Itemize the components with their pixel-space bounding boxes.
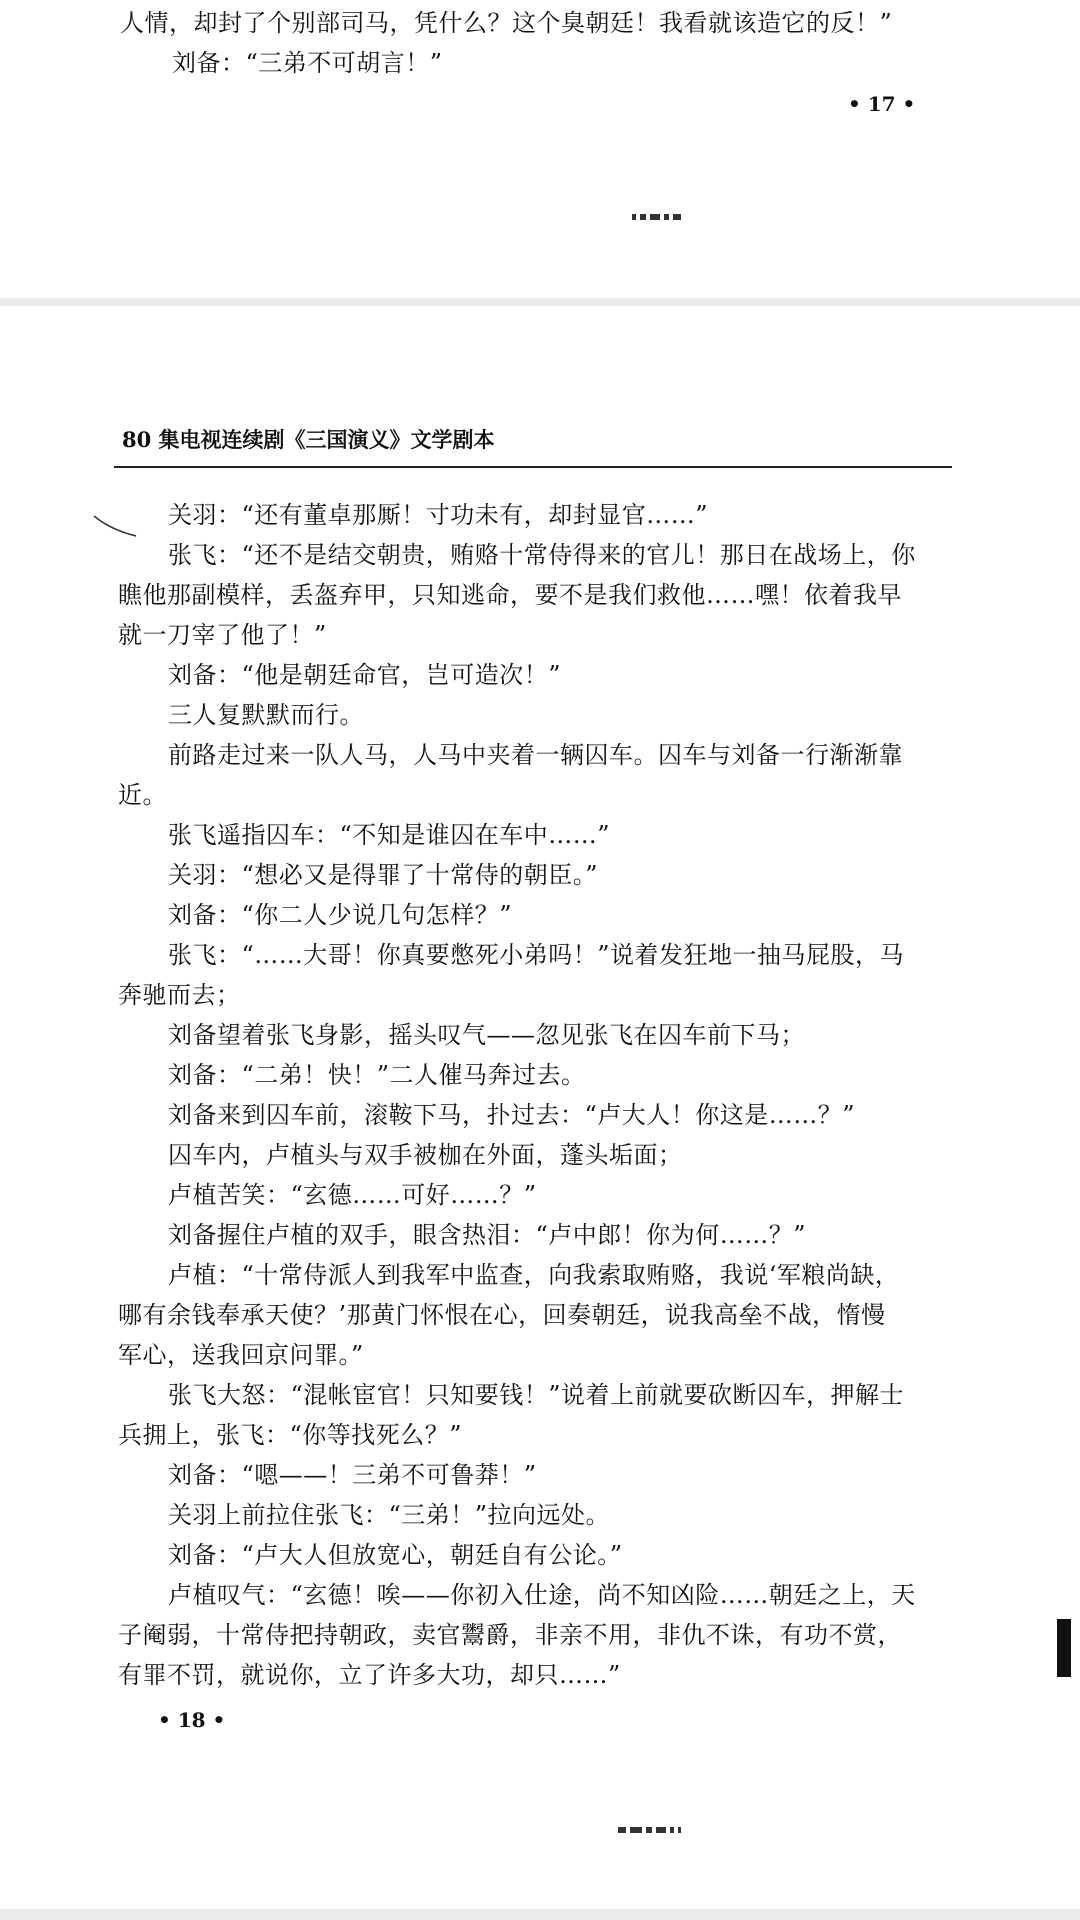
margin-pen-stroke bbox=[92, 514, 138, 538]
page-number: • 18 • bbox=[158, 1708, 226, 1732]
text-line: 刘备望着张飞身影，摇头叹气——忽见张飞在囚车前下马； bbox=[168, 1021, 805, 1049]
text-line: 刘备：“二弟！快！”二人催马奔过去。 bbox=[168, 1061, 586, 1089]
header-rule bbox=[114, 466, 952, 468]
text-line: 近。 bbox=[118, 781, 167, 809]
text-line: 卢植叹气：“玄德！唉——你初入仕途，尚不知凶险……朝廷之上，天 bbox=[168, 1581, 916, 1609]
text-line: 卢植：“十常侍派人到我军中监查，向我索取贿赂，我说‘军粮尚缺， bbox=[168, 1261, 900, 1289]
text-line: 张飞：“……大哥！你真要憋死小弟吗！”说着发狂地一抽马屁股，马 bbox=[168, 941, 905, 969]
text-line: 奔驰而去； bbox=[118, 981, 241, 1009]
page-17 bbox=[0, 0, 1080, 298]
text-line: 有罪不罚，就说你，立了许多大功，却只……” bbox=[118, 1661, 621, 1689]
scan-artifact bbox=[632, 214, 681, 220]
text-line: 三人复默默而行。 bbox=[168, 701, 364, 729]
text-line: 卢植苦笑：“玄德……可好……？” bbox=[168, 1181, 537, 1209]
text-line: 刘备握住卢植的双手，眼含热泪：“卢中郎！你为何……？” bbox=[168, 1221, 807, 1249]
text-line: 军心，送我回京问罪。” bbox=[118, 1341, 364, 1369]
running-head: 80 集电视连续剧《三国演义》文学剧本 bbox=[122, 427, 495, 452]
page-number: • 17 • bbox=[848, 92, 916, 116]
text-line: 张飞：“还不是结交朝贵，贿赂十常侍得来的官儿！那日在战场上，你 bbox=[168, 541, 916, 569]
text-line: 刘备：“他是朝廷命官，岂可造次！” bbox=[168, 661, 562, 689]
text-line: 兵拥上，张飞：“你等找死么？” bbox=[118, 1421, 463, 1449]
text-line: 关羽：“想必又是得罪了十常侍的朝臣。” bbox=[168, 861, 599, 889]
text-line: 刘备：“三弟不可胡言！” bbox=[172, 49, 443, 77]
text-line: 瞧他那副模样，丢盔弃甲，只知逃命，要不是我们救他……嘿！依着我早 bbox=[118, 581, 902, 609]
text-line: 哪有余钱奉承天使？’那黄门怀恨在心，回奏朝廷，说我高垒不战，惰慢 bbox=[118, 1301, 886, 1329]
text-line: 子阉弱，十常侍把持朝政，卖官鬻爵，非亲不用，非仇不诛，有功不赏， bbox=[118, 1621, 902, 1649]
text-line: 刘备来到囚车前，滚鞍下马，扑过去：“卢大人！你这是……？” bbox=[168, 1101, 856, 1129]
text-line: 刘备：“嗯——！三弟不可鲁莽！” bbox=[168, 1461, 537, 1489]
page-18 bbox=[0, 306, 1080, 1909]
text-line: 关羽：“还有董卓那厮！寸功未有，却封显官……” bbox=[168, 501, 709, 529]
text-line: 刘备：“卢大人但放宽心，朝廷自有公论。” bbox=[168, 1541, 623, 1569]
scan-artifact bbox=[618, 1827, 681, 1833]
text-line: 就一刀宰了他了！” bbox=[118, 621, 327, 649]
text-line: 关羽上前拉住张飞：“三弟！”拉向远处。 bbox=[168, 1501, 611, 1529]
text-line: 张飞大怒：“混帐宦官！只知要钱！”说着上前就要砍断囚车，押解士 bbox=[168, 1381, 905, 1409]
scan-edge-mark bbox=[1057, 1619, 1071, 1677]
text-line: 人情，却封了个别部司马，凭什么？这个臭朝廷！我看就该造它的反！” bbox=[120, 9, 893, 37]
text-line: 张飞遥指囚车：“不知是谁囚在车中……” bbox=[168, 821, 611, 849]
text-line: 刘备：“你二人少说几句怎样？” bbox=[168, 901, 513, 929]
text-line: 囚车内，卢植头与双手被枷在外面，蓬头垢面； bbox=[168, 1141, 683, 1169]
text-line: 前路走过来一队人马，人马中夹着一辆囚车。囚车与刘备一行渐渐靠 bbox=[168, 741, 903, 769]
